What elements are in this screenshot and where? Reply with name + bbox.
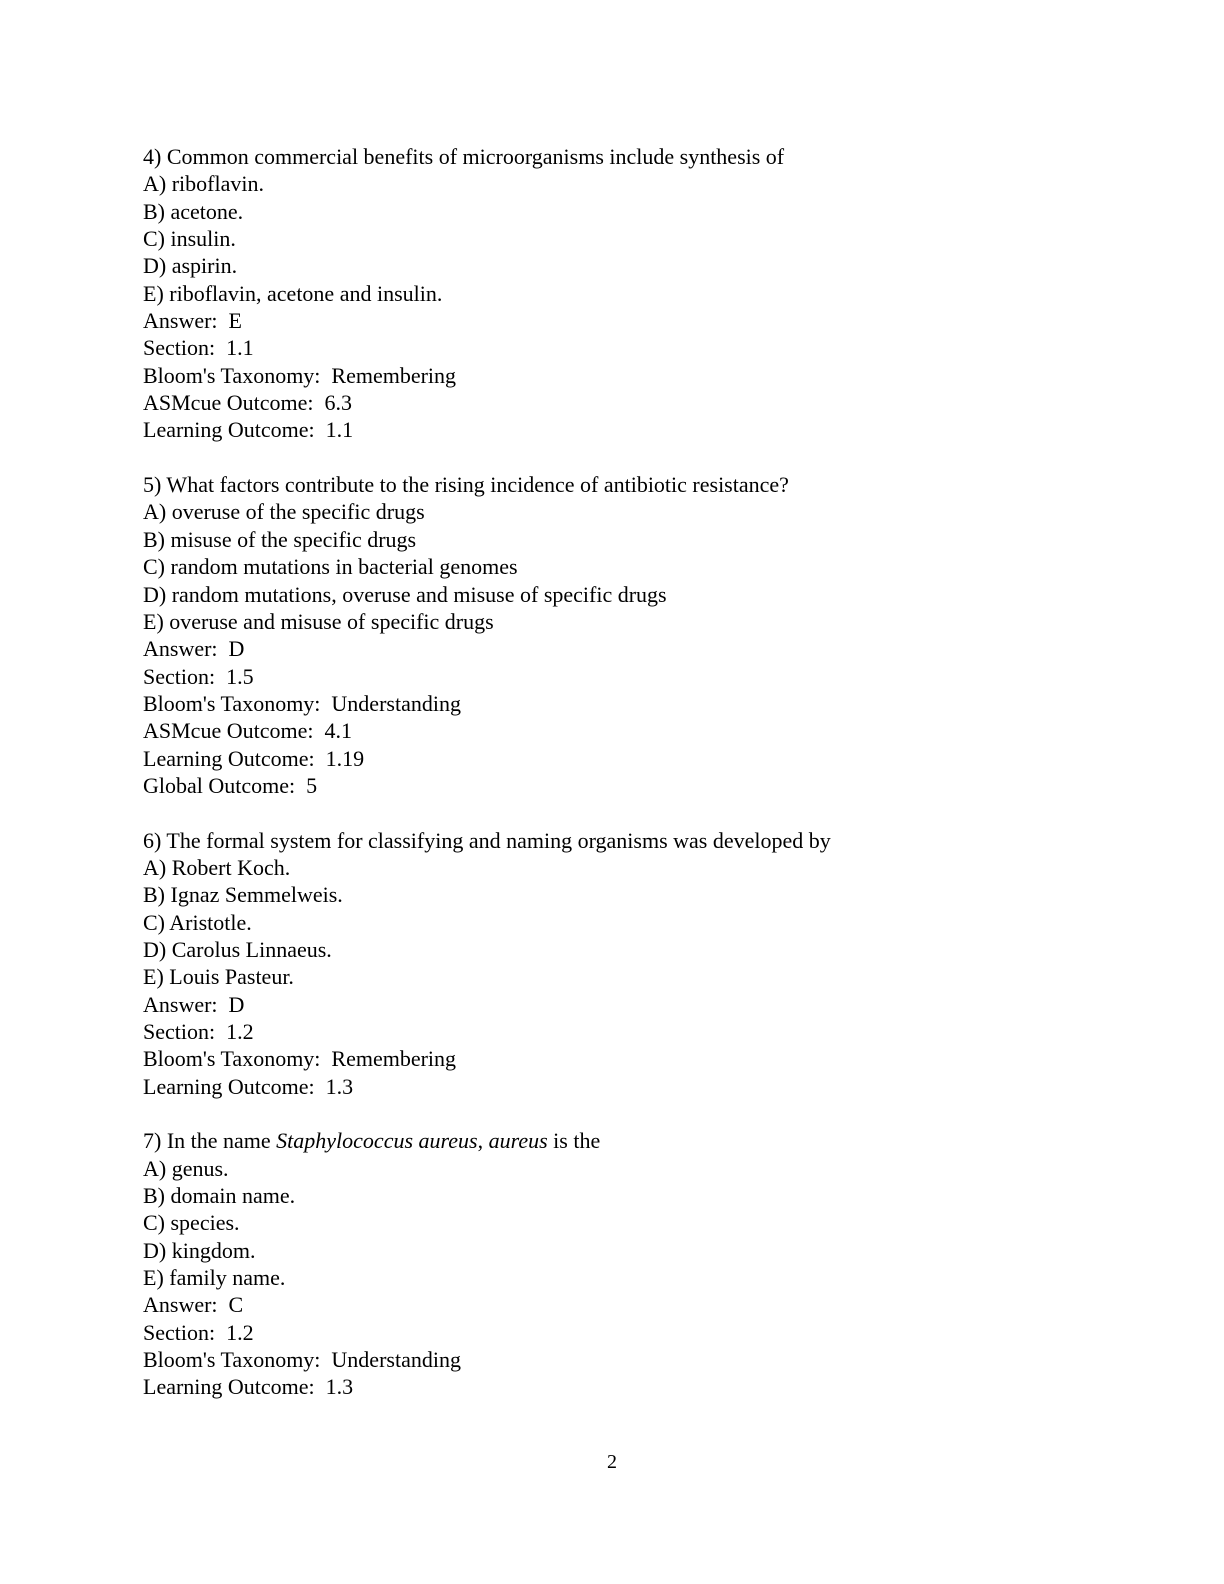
option-a: A) overuse of the specific drugs [143,499,425,525]
option-c: C) species. [143,1210,240,1236]
section-line: Section: 1.2 [143,1319,254,1345]
option-a: A) Robert Koch. [143,854,291,880]
blooms-taxonomy-line: Bloom's Taxonomy: Remembering [143,1046,457,1072]
question-6 [143,827,1103,1100]
question-stem: 5) What factors contribute to the rising incidence of antibiotic resistance? [143,472,789,498]
section-line: Section: 1.1 [143,335,254,361]
option-c: C) Aristotle. [143,909,252,935]
question-stem: 6) The formal system for classifying and naming organisms was developed by [143,827,831,853]
stem-separator: , [477,1128,489,1154]
stem-italic-species-name: Staphylococcus aureus [276,1128,478,1154]
blooms-taxonomy-line: Bloom's Taxonomy: Understanding [143,1347,461,1373]
question-stem [143,1127,1103,1154]
learning-outcome-line: Learning Outcome: 1.19 [143,745,365,771]
global-outcome-line: Global Outcome: 5 [143,772,318,798]
section-line: Section: 1.2 [143,1019,254,1044]
answer-line: Answer: D [143,991,245,1017]
question-7 [143,1127,1103,1400]
option-b: B) Ignaz Semmelweis. [143,882,343,908]
asmcue-outcome-line: ASMcue Outcome: 4.1 [143,718,352,744]
option-b: B) domain name. [143,1183,296,1209]
question-list [143,143,1103,1401]
learning-outcome-line: Learning Outcome: 1.3 [143,1073,354,1099]
learning-outcome-line: Learning Outcome: 1.3 [143,1374,354,1400]
option-d: D) Carolus Linnaeus. [143,936,332,962]
option-e: E) overuse and misuse of specific drugs [143,608,494,634]
learning-outcome-line: Learning Outcome: 1.1 [143,417,354,443]
option-e: E) Louis Pasteur. [143,964,294,990]
option-c: C) random mutations in bacterial genomes [143,554,518,580]
question-5 [143,471,1103,799]
blooms-taxonomy-line: Bloom's Taxonomy: Remembering [143,362,457,388]
option-d: D) aspirin. [143,253,238,279]
option-b: B) misuse of the specific drugs [143,526,417,552]
answer-line: Answer: D [143,636,245,662]
answer-line: Answer: E [143,308,242,334]
option-a: A) genus. [143,1155,229,1181]
answer-line: Answer: C [143,1292,244,1318]
stem-suffix: is the [547,1128,601,1154]
option-d: D) kingdom. [143,1237,256,1263]
option-d: D) random mutations, overuse and misuse of specific drugs [143,581,667,607]
question-stem: 4) Common commercial benefits of microorganisms include synthesis of [143,144,785,169]
option-e: E) family name. [143,1265,286,1291]
blooms-taxonomy-line: Bloom's Taxonomy: Understanding [143,690,461,716]
section-line: Section: 1.5 [143,663,254,689]
option-a: A) riboflavin. [143,171,264,197]
asmcue-outcome-line: ASMcue Outcome: 6.3 [143,390,352,416]
question-4 [143,143,1103,444]
option-c: C) insulin. [143,226,236,252]
page-number: 2 [607,1451,617,1473]
stem-prefix: 7) In the name [143,1128,277,1154]
stem-italic-epithet: aureus [488,1128,548,1154]
option-e: E) riboflavin, acetone and insulin. [143,280,443,306]
option-b: B) acetone. [143,198,244,224]
